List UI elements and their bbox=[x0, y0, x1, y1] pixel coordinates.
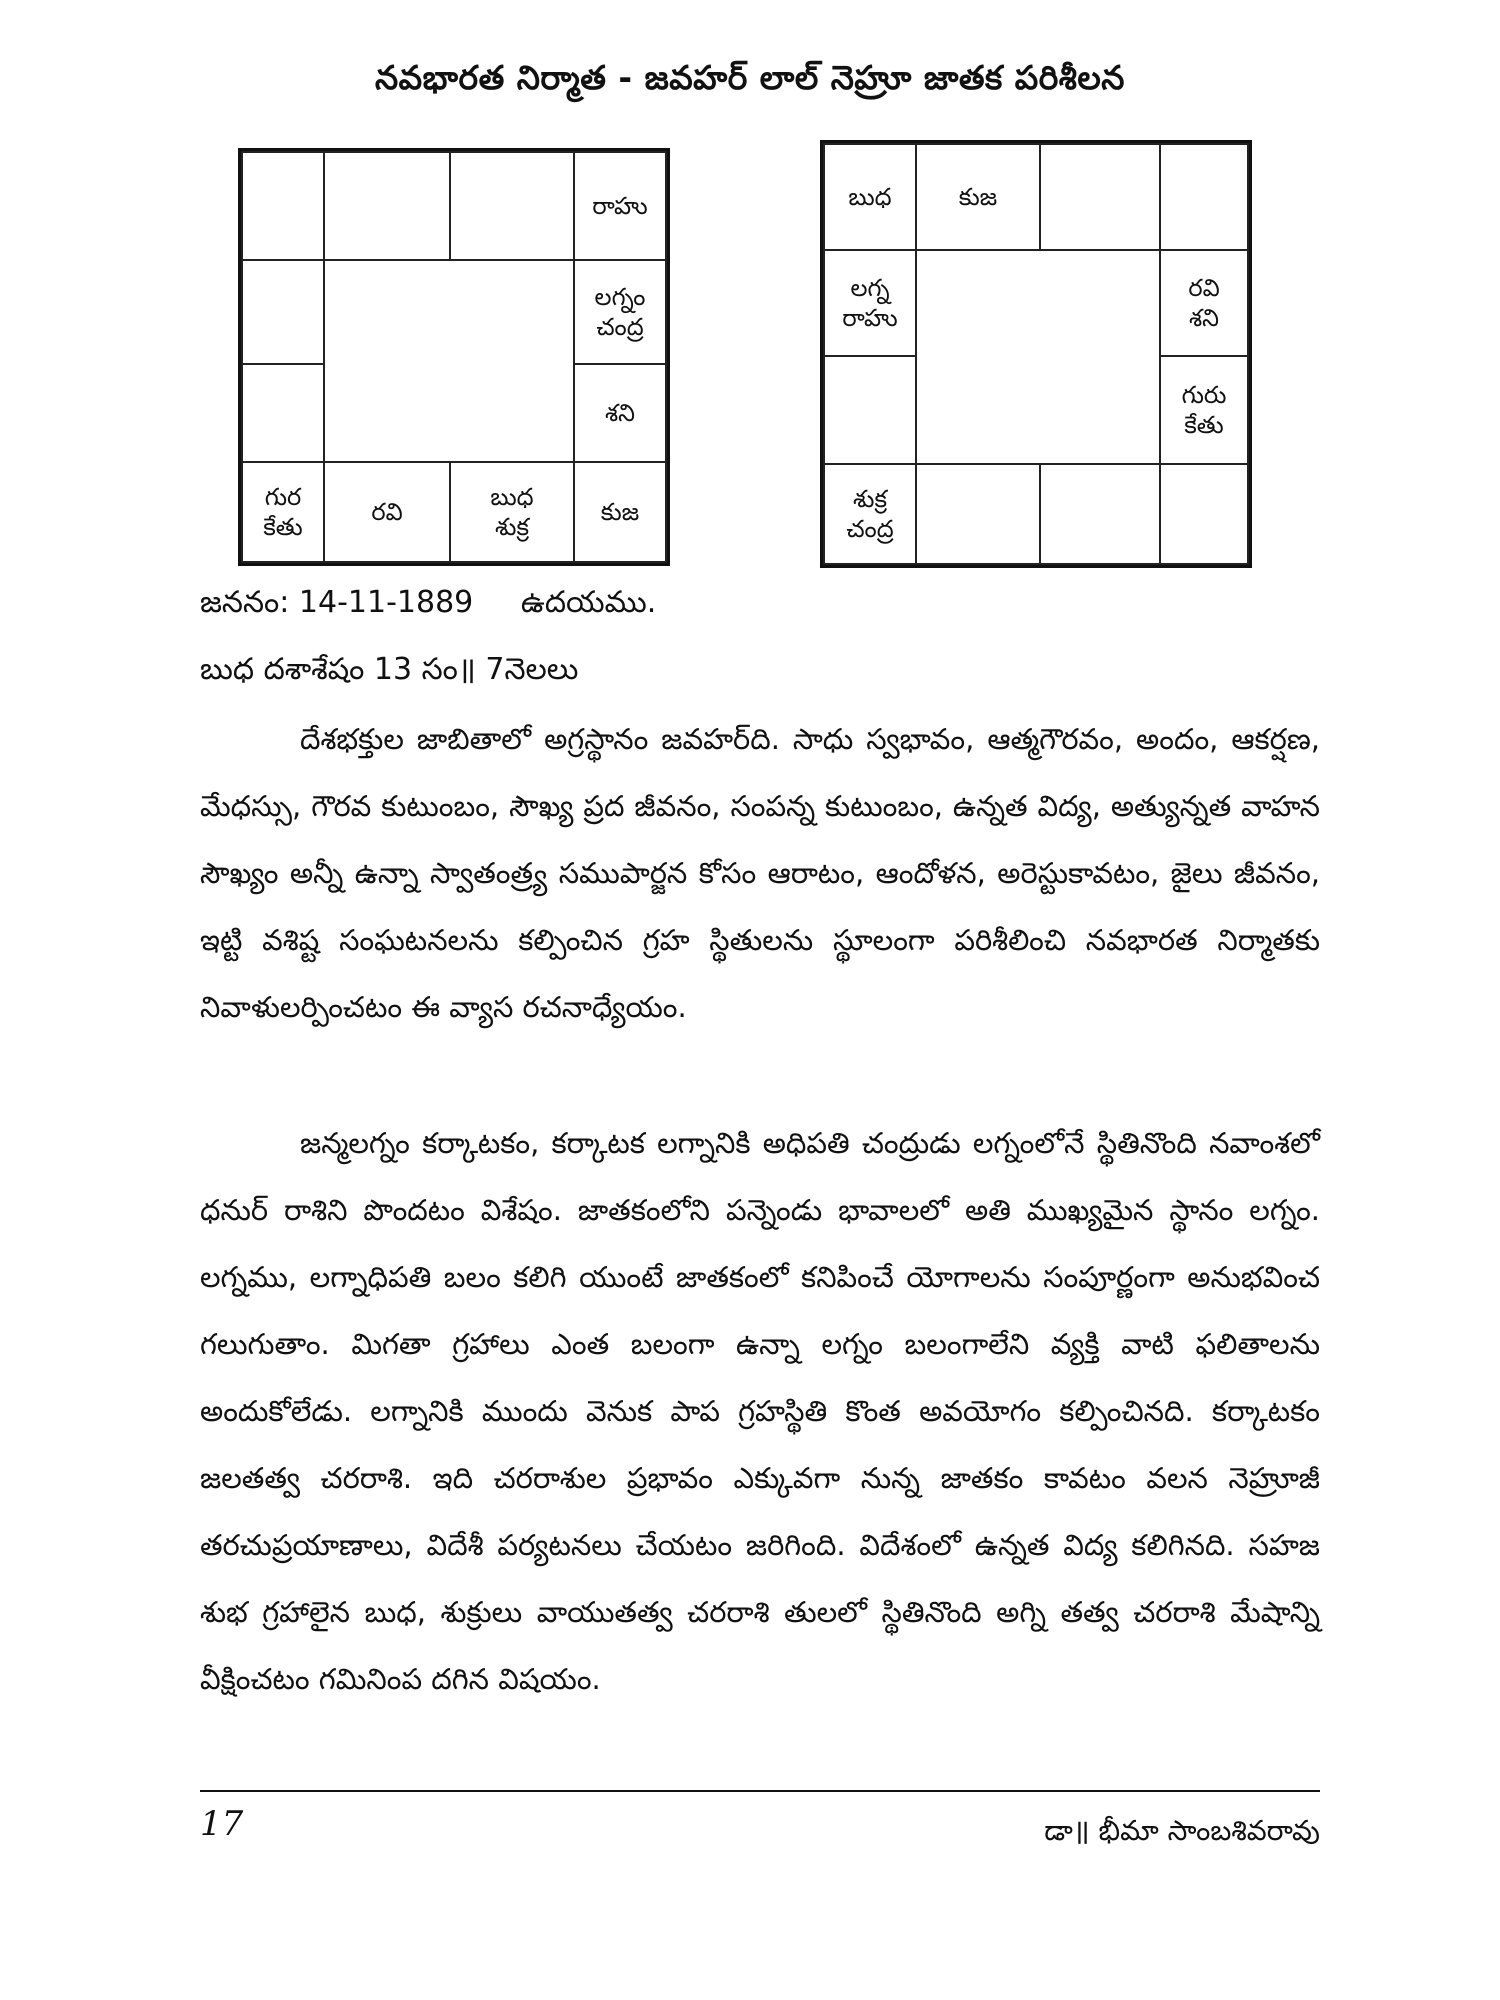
page-title: నవభారత నిర్మాత - జవహర్ లాల్ నెహ్రూ జాతక పరిశీలన bbox=[375, 58, 1125, 97]
navamsa-cell bbox=[1159, 143, 1249, 251]
rasi-cell bbox=[241, 259, 325, 365]
rasi-cell bbox=[323, 151, 451, 261]
rasi-cell bbox=[241, 151, 325, 261]
paragraph-lagna: జన్మలగ్నం కర్కాటకం, కర్కాటక లగ్నానికి అధిపతి చంద్రుడు లగ్నంలోనే స్థితినొంది నవాంశలో ధనుర్ రాశిని పొందటం విశేషం. జాతకంలోని పన్నెండు భావాలలో అతి ముఖ్యమైన స్థానం లగ్నం. లగ్నము, లగ్నాధిపతి బలం కలిగి యుంటే జాతకంలో కనిపించే యోగాలను సంపూర్ణంగా అనుభవించ గలుగుతాం. మిగతా గ్రహాలు ఎంత బలంగా ఉన్నా లగ్నం బలంగాలేని వ్యక్తి వాటి ఫలితాలను అందుకోలేడు. లగ్నానికి ముందు వెనుక పాప గ్రహస్థితి కొంత అవయోగం కల్పించినది. కర్కాటకం జలతత్వ చరరాశి. ఇది చరరాశుల ప్రభావం ఎక్కువగా నున్న జాతకం కావటం వలన నెహ్రూజీ తరచుప్రయాణాలు, విదేశీ పర్యటనలు చేయటం జరిగింది. విదేశంలో ఉన్నత విద్య కలిగినది. సహజ శుభ గ్రహాలైన బుధ, శుక్రులు వాయుతత్వ చరరాశి తులలో స్థితినొంది అగ్ని తత్వ చరరాశి మేషాన్ని వీక్షించటం గమినింప దగిన విషయం. bbox=[200, 1126, 1320, 1696]
footer-rule bbox=[200, 1790, 1320, 1792]
rasi-cell bbox=[241, 363, 325, 463]
author-name: డా॥ భీమా సాంబశివరావు bbox=[1044, 1814, 1320, 1847]
navamsa-cell: లగ్న రాహు bbox=[823, 249, 917, 357]
navamsa-cell bbox=[1039, 143, 1161, 251]
navamsa-cell bbox=[823, 355, 917, 465]
birth-info: జననం: 14-11-1889 ఉదయము. bbox=[200, 585, 657, 620]
navamsa-chart bbox=[820, 140, 1252, 568]
navamsa-cell bbox=[915, 463, 1041, 565]
navamsa-cell: రవి శని bbox=[1159, 249, 1249, 357]
navamsa-cell bbox=[1159, 463, 1249, 565]
dasa-info: బుధ దశాశేషం 13 సం॥ 7నెలలు bbox=[200, 652, 579, 687]
navamsa-cell bbox=[1039, 463, 1161, 565]
page-number: 17 bbox=[200, 1804, 244, 1844]
navamsa-cell: కుజ bbox=[915, 143, 1041, 251]
rasi-cell bbox=[449, 151, 575, 261]
rasi-chart bbox=[238, 148, 670, 566]
navamsa-cell: గురు కేతు bbox=[1159, 355, 1249, 465]
rasi-cell: లగ్నం చంద్ర bbox=[573, 259, 667, 365]
rasi-cell: గుర కేతు bbox=[241, 461, 325, 563]
paragraph-intro: దేశభక్తుల జాబితాలో అగ్రస్థానం జవహర్‌ది. సాధు స్వభావం, ఆత్మగౌరవం, అందం, ఆకర్షణ, మేధస్సు, గౌరవ కుటుంబం, సౌఖ్య ప్రద జీవనం, సంపన్న కుటుంబం, ఉన్నత విద్య, అత్యున్నత వాహన సౌఖ్యం అన్నీ ఉన్నా స్వాతంత్ర్య సముపార్జన కోసం ఆరాటం, ఆందోళన, అరెస్టుకావటం, జైలు జీవనం, ఇట్టి వశిష్ట సంఘటనలను కల్పించిన గ్రహ స్థితులను స్థూలంగా పరిశీలించి నవభారత నిర్మాతకు నివాళులర్పించటం ఈ వ్యాస రచనాధ్యేయం. bbox=[200, 722, 1320, 1024]
rasi-cell: రవి bbox=[323, 461, 451, 563]
navamsa-cell: శుక్ర చంద్ర bbox=[823, 463, 917, 565]
navamsa-cell: బుధ bbox=[823, 143, 917, 251]
rasi-cell: బుధ శుక్ర bbox=[449, 461, 575, 563]
rasi-cell: రాహు bbox=[573, 151, 667, 261]
rasi-cell: శని bbox=[573, 363, 667, 463]
rasi-cell: కుజ bbox=[573, 461, 667, 563]
